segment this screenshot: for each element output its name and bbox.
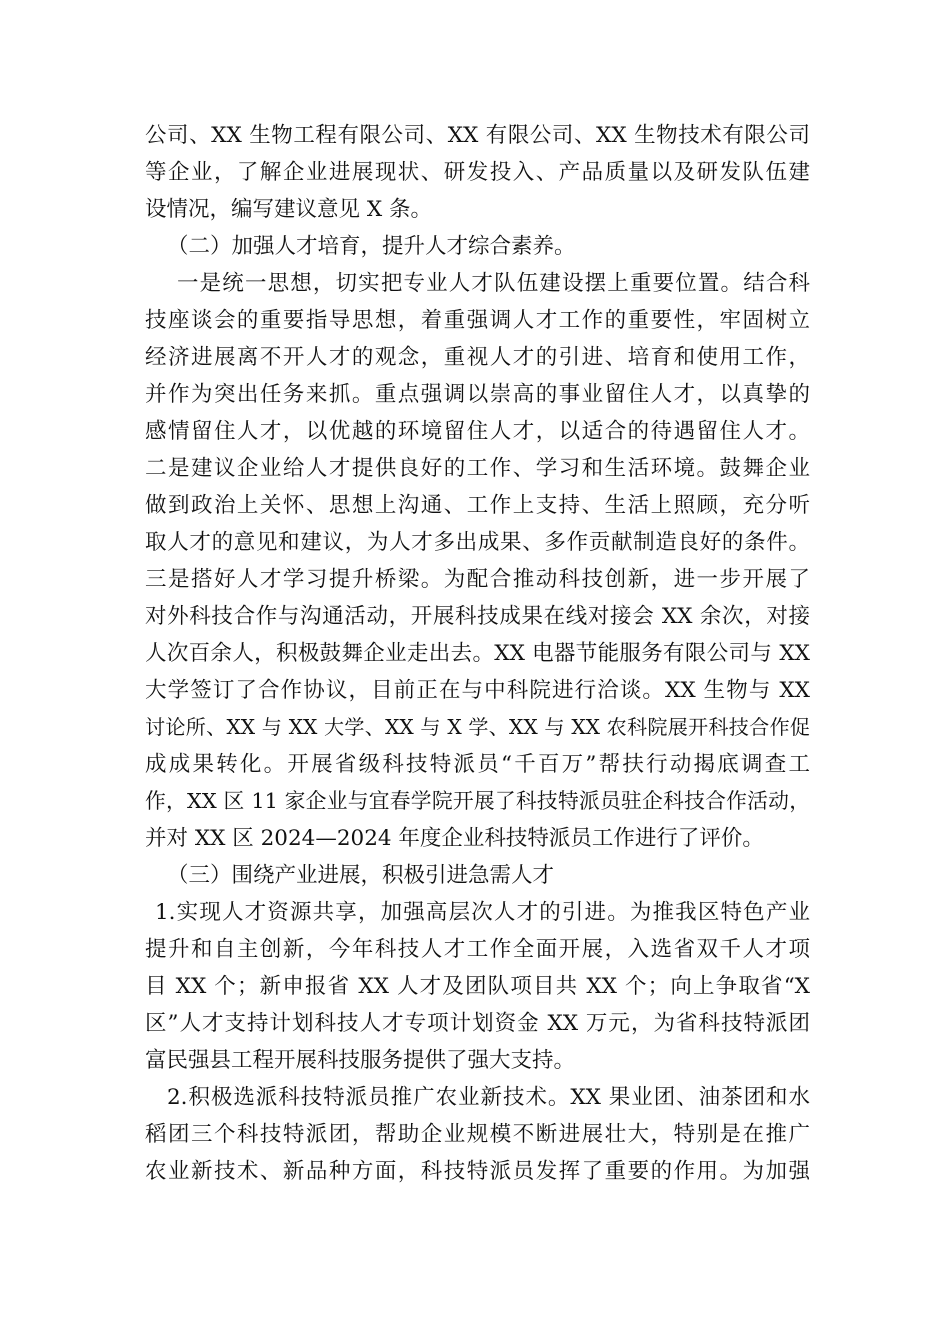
- text-line-25: 区”人才支持计划科技人才专项计划资金 XX 万元，为省科技特派团: [145, 1011, 810, 1036]
- text-line-17: 讨论所、XX 与 XX 大学、XX 与 X 学、XX 与 XX 农科院展开科技合作促: [145, 715, 810, 739]
- text-line-11: 做到政治上关怀、思想上沟通、工作上支持、生活上照顾，充分听: [145, 493, 810, 518]
- text-line-19: 作，XX 区 11 家企业与宜春学院开展了科技特派员驻企科技合作活动，: [145, 789, 810, 813]
- text-line-20: 并对 XX 区 2024—2024 年度企业科技特派员工作进行了评价。: [145, 826, 764, 851]
- text-line-10: 二是建议企业给人才提供良好的工作、学习和生活环境。鼓舞企业: [145, 456, 810, 481]
- text-line-15: 人次百余人，积极鼓舞企业走出去。XX 电器节能服务有限公司与 XX: [145, 641, 810, 666]
- text-line-24: 目 XX 个；新申报省 XX 人才及团队项目共 XX 个；向上争取省“X: [145, 974, 810, 999]
- section-heading-2: （二）加强人才培育，提升人才综合素养。: [167, 234, 576, 259]
- text-line-28: 稻团三个科技特派团，帮助企业规模不断进展壮大，特别是在推广: [145, 1122, 810, 1147]
- text-line-26: 富民强县工程开展科技服务提供了强大支持。: [145, 1048, 576, 1073]
- text-line-8: 并作为突出任务来抓。重点强调以崇高的事业留住人才，以真挚的: [145, 382, 810, 407]
- text-line-29: 农业新技术、新品种方面，科技特派员发挥了重要的作用。为加强: [145, 1159, 810, 1184]
- section-heading-3: （三）围绕产业进展，积极引进急需人才: [167, 863, 555, 888]
- text-line-9: 感情留住人才，以优越的环境留住人才，以适合的待遇留住人才。: [145, 419, 810, 444]
- text-line-22: 1.实现人才资源共享，加强高层次人才的引进。为推我区特色产业: [155, 900, 810, 925]
- text-line-1: 公司、XX 生物工程有限公司、XX 有限公司、XX 生物技术有限公司: [145, 123, 810, 148]
- text-line-2: 等企业，了解企业进展现状、研发投入、产品质量以及研发队伍建: [145, 160, 810, 185]
- text-line-23: 提升和自主创新，今年科技人才工作全面开展，入选省双千人才项: [145, 937, 810, 962]
- text-line-16: 大学签订了合作协议，目前正在与中科院进行洽谈。XX 生物与 XX: [145, 678, 810, 703]
- text-line-14: 对外科技合作与沟通活动，开展科技成果在线对接会 XX 余次，对接: [145, 604, 810, 629]
- text-line-12: 取人才的意见和建议，为人才多出成果、多作贡献制造良好的条件。: [145, 530, 810, 555]
- text-line-7: 经济进展离不开人才的观念，重视人才的引进、培育和使用工作，: [145, 345, 810, 370]
- text-line-6: 技座谈会的重要指导思想，着重强调人才工作的重要性，牢固树立: [145, 308, 810, 333]
- document-body: [145, 117, 810, 1190]
- text-line-13: 三是搭好人才学习提升桥梁。为配合推动科技创新，进一步开展了: [145, 567, 810, 592]
- text-line-27: 2.积极选派科技特派员推广农业新技术。XX 果业团、油茶团和水: [167, 1085, 810, 1110]
- text-line-18: 成成果转化。开展省级科技特派员“千百万”帮扶行动揭底调查工: [145, 752, 810, 777]
- text-line-5: 一是统一思想，切实把专业人才队伍建设摆上重要位置。结合科: [177, 271, 810, 296]
- text-line-3: 设情况，编写建议意见 X 条。: [145, 197, 432, 222]
